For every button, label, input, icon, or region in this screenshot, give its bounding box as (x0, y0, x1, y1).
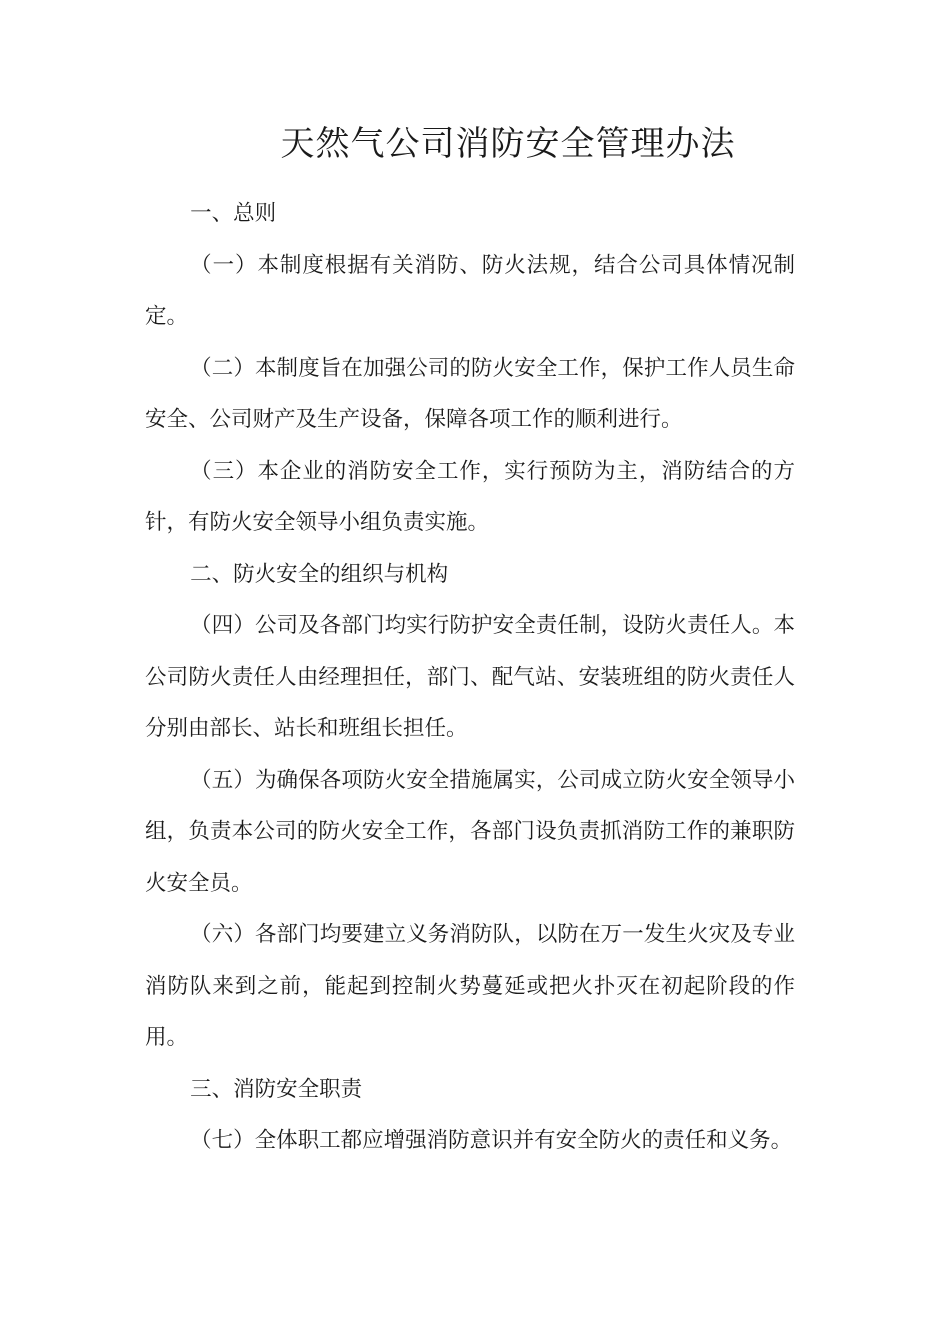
section-heading-duties: 三、消防安全职责 (190, 1076, 363, 1102)
section-heading-general: 一、总则 (190, 201, 277, 226)
paragraph-2: （二）本制度旨在加强公司的防火安全工作，保护工作人员生命安全、公司财产及生产设备，保障各项工作的顺利进行。 (145, 355, 795, 432)
document-title: 天然气公司消防安全管理办法 (280, 124, 736, 164)
paragraph-3: （三）本企业的消防安全工作，实行预防为主，消防结合的方针，有防火安全领导小组负责实施。 (145, 458, 795, 535)
paragraph-4: （四）公司及各部门均实行防护安全责任制，设防火责任人。本公司防火责任人由经理担任，部门、配气站、安装班组的防火责任人分别由部长、站长和班组长担任。 (145, 613, 795, 741)
paragraph-7: （七）全体职工都应增强消防意识并有安全防火的责任和义务。 (190, 1128, 793, 1153)
paragraph-5: （五）为确保各项防火安全措施属实，公司成立防火安全领导小组，负责本公司的防火安全工作，各部门设负责抓消防工作的兼职防火安全员。 (145, 767, 795, 896)
paragraph-1: （一）本制度根据有关消防、防火法规，结合公司具体情况制定。 (145, 252, 795, 329)
paragraph-6: （六）各部门均要建立义务消防队，以防在万一发生火灾及专业消防队来到之前，能起到控制火势蔓延或把火扑灭在初起阶段的作用。 (145, 922, 795, 1050)
document-body (145, 188, 795, 1167)
section-heading-organization: 二、防火安全的组织与机构 (190, 561, 449, 587)
